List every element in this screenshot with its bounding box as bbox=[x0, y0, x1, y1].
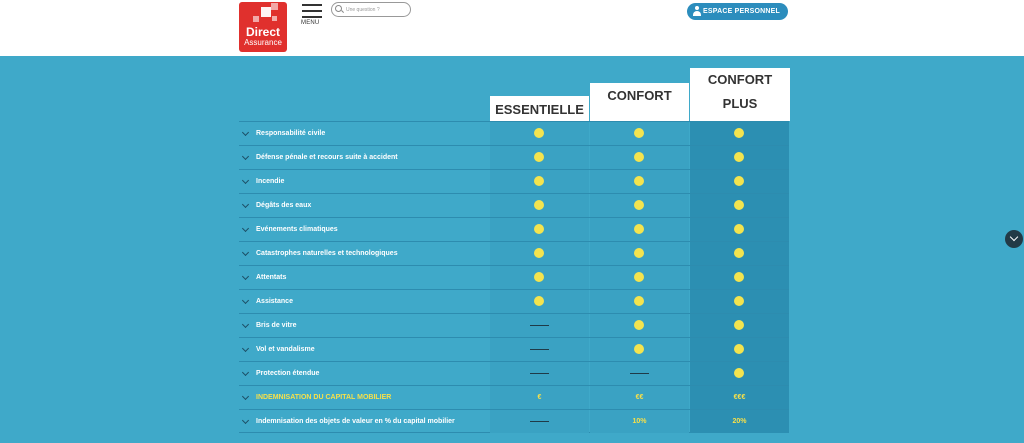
table-cell bbox=[690, 122, 789, 145]
not-included-dash-icon bbox=[530, 349, 549, 350]
table-cell bbox=[590, 410, 689, 433]
table-cell bbox=[690, 170, 789, 193]
chevron-down-icon[interactable] bbox=[242, 129, 249, 136]
chevron-down-icon[interactable] bbox=[242, 345, 249, 352]
included-dot-icon bbox=[734, 248, 744, 258]
table-row[interactable] bbox=[239, 121, 789, 145]
cell-value: €€€ bbox=[733, 394, 746, 401]
table-cell bbox=[590, 170, 689, 193]
plan-header-essentielle[interactable]: ESSENTIELLE bbox=[490, 96, 589, 121]
included-dot-icon bbox=[734, 176, 744, 186]
table-cell bbox=[490, 410, 589, 433]
included-dot-icon bbox=[734, 152, 744, 162]
menu-label: MENU bbox=[301, 20, 320, 26]
included-dot-icon bbox=[734, 224, 744, 234]
table-row[interactable] bbox=[239, 361, 789, 385]
table-cell bbox=[490, 386, 589, 409]
table-cell bbox=[690, 314, 789, 337]
table-cell bbox=[490, 194, 589, 217]
espace-personnel-label: ESPACE PERSONNEL bbox=[703, 8, 780, 15]
espace-personnel-button[interactable] bbox=[687, 3, 788, 20]
cell-value: € bbox=[537, 394, 542, 401]
chevron-down-icon bbox=[1010, 233, 1018, 241]
row-label: Incendie bbox=[256, 178, 285, 185]
table-cell bbox=[490, 290, 589, 313]
included-dot-icon bbox=[734, 200, 744, 210]
table-row[interactable] bbox=[239, 145, 789, 169]
included-dot-icon bbox=[634, 272, 644, 282]
direct-assurance-logo[interactable] bbox=[239, 2, 287, 52]
chevron-down-icon[interactable] bbox=[242, 393, 249, 400]
table-cell bbox=[490, 362, 589, 385]
table-cell bbox=[490, 314, 589, 337]
included-dot-icon bbox=[734, 344, 744, 354]
chevron-down-icon[interactable] bbox=[242, 273, 249, 280]
hamburger-icon-bar bbox=[302, 10, 322, 12]
included-dot-icon bbox=[634, 200, 644, 210]
table-row[interactable] bbox=[239, 409, 789, 433]
table-cell bbox=[690, 362, 789, 385]
table-cell bbox=[490, 338, 589, 361]
hamburger-icon bbox=[302, 4, 322, 6]
search-icon bbox=[335, 5, 342, 12]
included-dot-icon bbox=[634, 152, 644, 162]
table-cell bbox=[590, 242, 689, 265]
row-label: Défense pénale et recours suite à accident bbox=[256, 154, 398, 161]
included-dot-icon bbox=[534, 296, 544, 306]
table-cell bbox=[690, 242, 789, 265]
table-cell bbox=[690, 146, 789, 169]
table-row[interactable] bbox=[239, 217, 789, 241]
logo-square bbox=[253, 16, 259, 22]
included-dot-icon bbox=[534, 176, 544, 186]
table-cell bbox=[690, 338, 789, 361]
cell-value: 10% bbox=[632, 418, 647, 425]
table-row[interactable] bbox=[239, 241, 789, 265]
included-dot-icon bbox=[534, 248, 544, 258]
included-dot-icon bbox=[734, 296, 744, 306]
table-cell bbox=[490, 218, 589, 241]
chevron-down-icon[interactable] bbox=[242, 153, 249, 160]
table-row[interactable] bbox=[239, 385, 789, 409]
included-dot-icon bbox=[634, 176, 644, 186]
table-cell bbox=[690, 386, 789, 409]
included-dot-icon bbox=[634, 344, 644, 354]
chevron-down-icon[interactable] bbox=[242, 201, 249, 208]
table-cell bbox=[590, 194, 689, 217]
row-label: Catastrophes naturelles et technologiques bbox=[256, 250, 398, 257]
table-cell bbox=[690, 218, 789, 241]
chevron-down-icon[interactable] bbox=[242, 321, 249, 328]
included-dot-icon bbox=[734, 320, 744, 330]
table-row[interactable] bbox=[239, 193, 789, 217]
table-cell bbox=[490, 146, 589, 169]
table-cell bbox=[590, 218, 689, 241]
included-dot-icon bbox=[734, 368, 744, 378]
logo-text-direct: Direct bbox=[245, 25, 280, 39]
row-label: Vol et vandalisme bbox=[256, 346, 315, 353]
chevron-down-icon[interactable] bbox=[242, 369, 249, 376]
chevron-down-icon[interactable] bbox=[242, 297, 249, 304]
logo-square bbox=[271, 3, 278, 10]
table-cell bbox=[590, 146, 689, 169]
table-cell bbox=[690, 266, 789, 289]
included-dot-icon bbox=[634, 296, 644, 306]
included-dot-icon bbox=[534, 224, 544, 234]
chevron-down-icon[interactable] bbox=[242, 225, 249, 232]
plan-header-confort[interactable]: CONFORT bbox=[590, 83, 689, 121]
table-cell bbox=[690, 410, 789, 433]
included-dot-icon bbox=[534, 152, 544, 162]
table-row[interactable] bbox=[239, 337, 789, 361]
row-label: Assistance bbox=[256, 298, 293, 305]
included-dot-icon bbox=[734, 272, 744, 282]
logo-square bbox=[272, 16, 277, 21]
hamburger-icon-bar bbox=[302, 16, 322, 18]
included-dot-icon bbox=[534, 200, 544, 210]
table-cell bbox=[590, 314, 689, 337]
not-included-dash-icon bbox=[530, 325, 549, 326]
table-cell bbox=[690, 290, 789, 313]
table-cell bbox=[490, 170, 589, 193]
row-label: Bris de vitre bbox=[256, 322, 297, 329]
table-cell bbox=[490, 266, 589, 289]
row-label: Dégâts des eaux bbox=[256, 202, 312, 209]
included-dot-icon bbox=[634, 224, 644, 234]
table-cell bbox=[490, 122, 589, 145]
chevron-down-icon[interactable] bbox=[242, 249, 249, 256]
included-dot-icon bbox=[734, 128, 744, 138]
table-cell bbox=[590, 338, 689, 361]
cell-value: 20% bbox=[732, 418, 747, 425]
table-cell bbox=[590, 266, 689, 289]
site-header bbox=[0, 0, 1024, 56]
row-label: Evénements climatiques bbox=[256, 226, 338, 233]
included-dot-icon bbox=[534, 272, 544, 282]
row-label: Protection étendue bbox=[256, 370, 320, 377]
logo-text-assurance: Assurance bbox=[244, 38, 282, 47]
table-cell bbox=[690, 194, 789, 217]
coverage-comparison-table bbox=[239, 121, 789, 433]
scroll-down-button[interactable] bbox=[1005, 230, 1023, 248]
table-row[interactable] bbox=[239, 313, 789, 337]
table-cell bbox=[490, 242, 589, 265]
not-included-dash-icon bbox=[530, 373, 549, 374]
table-row[interactable] bbox=[239, 289, 789, 313]
plan-header-confort-plus[interactable]: CONFORT PLUS bbox=[690, 68, 790, 121]
included-dot-icon bbox=[634, 248, 644, 258]
table-cell bbox=[590, 290, 689, 313]
logo-square bbox=[261, 7, 271, 17]
not-included-dash-icon bbox=[530, 421, 549, 422]
table-row[interactable] bbox=[239, 265, 789, 289]
included-dot-icon bbox=[634, 128, 644, 138]
row-label: INDEMNISATION DU CAPITAL MOBILIER bbox=[256, 394, 392, 401]
included-dot-icon bbox=[634, 320, 644, 330]
chevron-down-icon[interactable] bbox=[242, 177, 249, 184]
table-row[interactable] bbox=[239, 169, 789, 193]
chevron-down-icon[interactable] bbox=[242, 417, 249, 424]
cell-value: €€ bbox=[635, 394, 644, 401]
table-cell bbox=[590, 362, 689, 385]
search-input[interactable] bbox=[346, 3, 408, 16]
row-label: Indemnisation des objets de valeur en % du capital mobilier bbox=[256, 418, 455, 425]
not-included-dash-icon bbox=[630, 373, 649, 374]
row-label: Attentats bbox=[256, 274, 287, 281]
row-label: Responsabilité civile bbox=[256, 130, 326, 137]
table-cell bbox=[590, 386, 689, 409]
included-dot-icon bbox=[534, 128, 544, 138]
table-cell bbox=[590, 122, 689, 145]
search-box[interactable] bbox=[331, 2, 411, 17]
user-icon bbox=[693, 6, 701, 16]
